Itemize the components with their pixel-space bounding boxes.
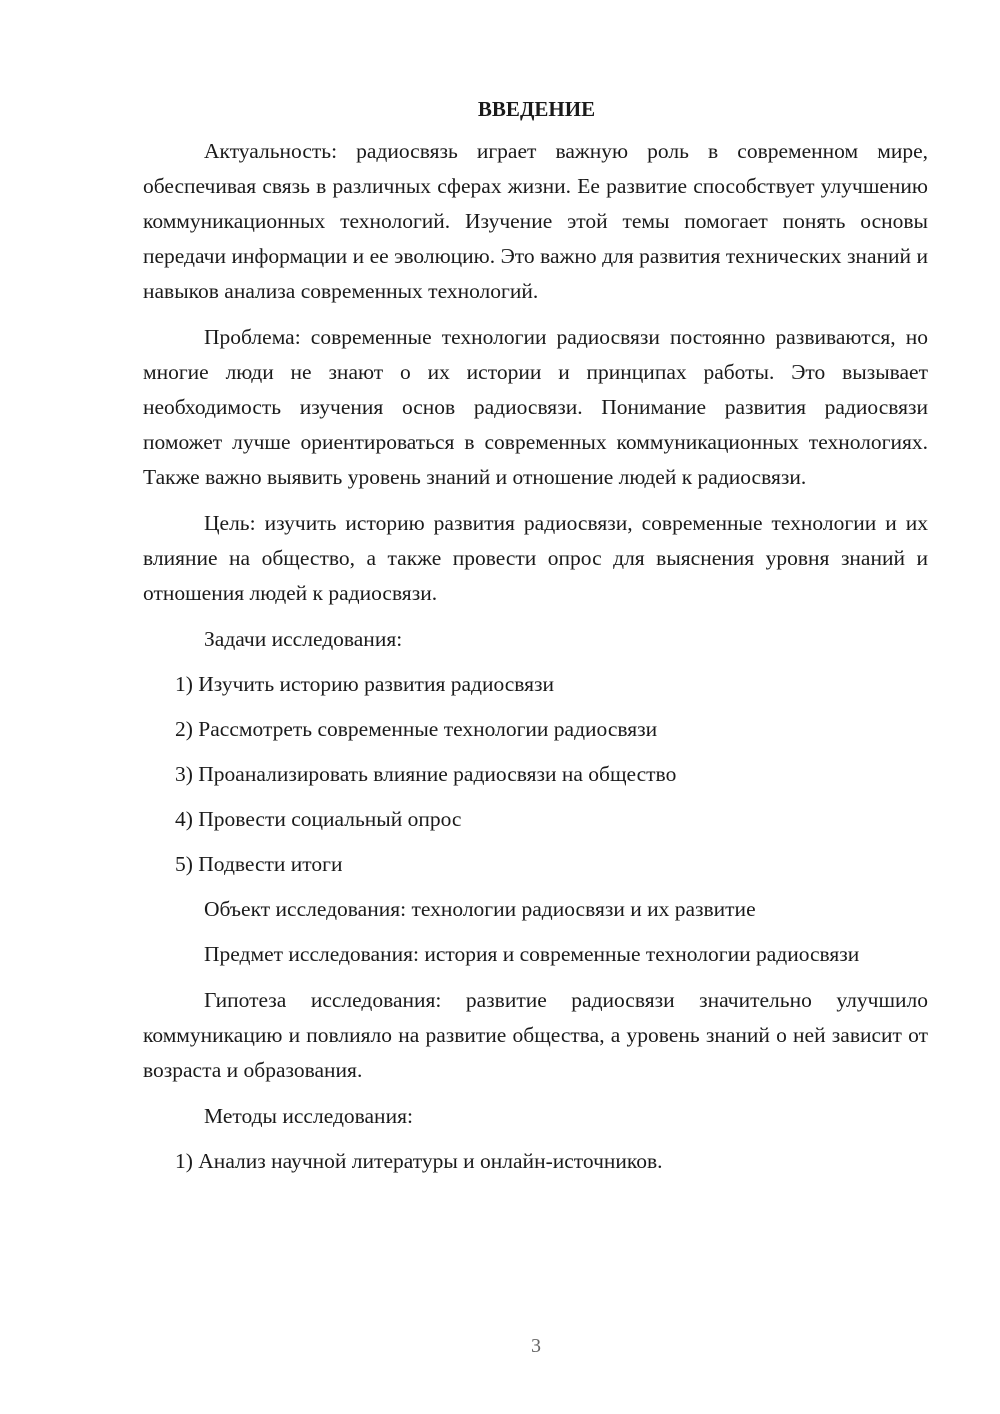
goal-paragraph: Цель: изучить историю развития радиосвязи, современные технологии и их влияние на общество, а также провести опрос для выяснения уровня знаний и отношения людей к радиосвязи. [143,511,928,605]
task-item: 1) Изучить историю развития радиосвязи [175,672,555,696]
hypothesis-paragraph: Гипотеза исследования: развитие радиосвязи значительно улучшило коммуникацию и повлияло на развитие общества, а уровень знаний о ней зависит от возраста и образования. [143,988,928,1082]
page-title: ВВЕДЕНИЕ [477,97,596,121]
relevance-paragraph: Актуальность: радиосвязь играет важную роль в современном мире, обеспечивая связь в различных сферах жизни. Ее развитие способствует улучшению коммуникационных технологий. Изучение этой темы помогает понять основы передачи информации и ее эволюцию. Это важно для развития технических знаний и навыков анализа современных технологий. [143,139,928,303]
task-item: 4) Провести социальный опрос [175,807,462,831]
method-item: 1) Анализ научной литературы и онлайн-источников. [175,1149,663,1173]
problem-paragraph: Проблема: современные технологии радиосвязи постоянно развиваются, но многие люди не знают о их истории и принципах работы. Это вызывает необходимость изучения основ радиосвязи. Понимание развития радиосвязи поможет лучше ориентироваться в современных коммуникационных технологиях. Также важно выявить уровень знаний и отношение людей к радиосвязи. [143,325,928,489]
tasks-label: Задачи исследования: [204,627,403,651]
document-page [143,92,928,1189]
subject-paragraph: Предмет исследования: история и современные технологии радиосвязи [204,942,860,966]
page-number: 3 [531,1335,541,1357]
task-item: 2) Рассмотреть современные технологии радиосвязи [175,717,658,741]
object-paragraph: Объект исследования: технологии радиосвязи и их развитие [204,897,756,921]
task-item: 3) Проанализировать влияние радиосвязи на общество [175,762,677,786]
methods-label: Методы исследования: [204,1104,413,1128]
task-item: 5) Подвести итоги [175,852,343,876]
